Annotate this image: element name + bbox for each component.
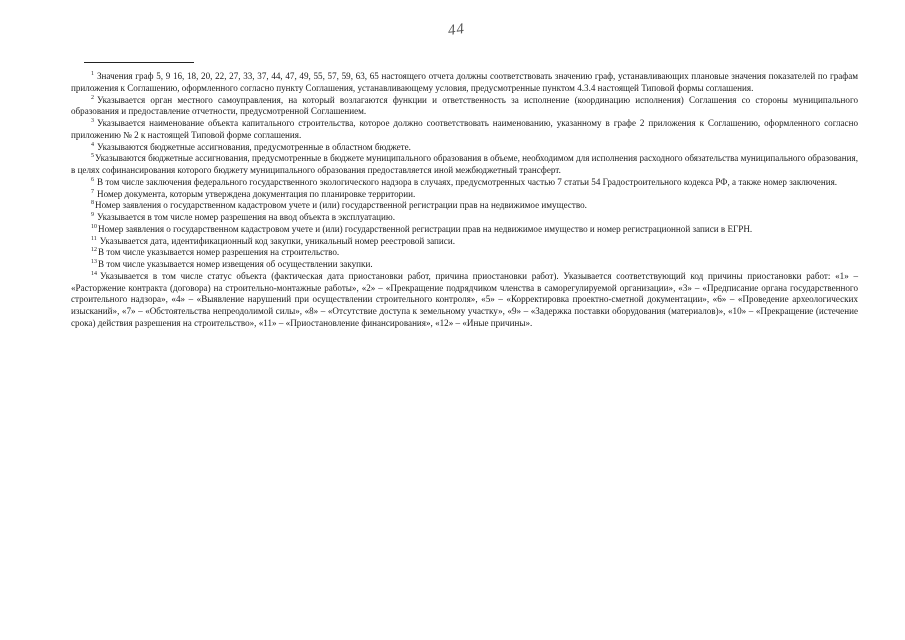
footnote-marker: 2 [91, 94, 94, 101]
footnote-text: Указываются бюджетные ассигнования, предусмотренные в областном бюджете. [97, 141, 411, 152]
footnote-separator [84, 62, 194, 63]
footnotes-block [71, 71, 858, 330]
footnote-2 [71, 95, 858, 119]
footnote-text: Указываются бюджетные ассигнования, предусмотренные в бюджете муниципального образования в объеме, необходимом для исполнения расходного обязательства муниципального образования, в целях софинансирования которого бюджету муниципального образования предоставляется иной межбюджетный трансферт. [71, 153, 858, 175]
footnote-9 [71, 212, 858, 224]
footnote-text: Номер заявления о государственном кадастровом учете и (или) государственной регистрации прав на недвижимое имущество. [95, 200, 587, 211]
footnote-text: Номер документа, которым утверждена документация по планировке территории. [97, 188, 416, 199]
page-number: 44 [446, 20, 466, 40]
footnote-marker: 5 [91, 153, 94, 160]
footnote-5 [71, 153, 858, 177]
footnote-13 [71, 259, 858, 271]
footnote-text: Номер заявления о государственном кадастровом учете и (или) государственной регистрации прав на недвижимое имущество и номер регистрационной записи в ЕГРН. [98, 223, 753, 234]
footnote-text: Указывается орган местного самоуправления, на который возлагаются функции и ответственность за исполнение (координацию исполнения) Соглашения со стороны муниципального образования и предоставление отчетности, предусмотренной Соглашением. [71, 94, 858, 117]
footnote-text: В том числе указывается номер разрешения на строительство. [98, 247, 340, 258]
footnote-marker: 1 [91, 71, 94, 77]
footnote-3 [71, 118, 858, 142]
footnote-marker: 7 [91, 188, 94, 195]
footnote-text: Указывается дата, идентификационный код закупки, уникальный номер реестровой записи. [99, 235, 455, 246]
scan-artifact [4, 0, 154, 5]
footnote-text: В том числе заключения федерального государственного экологического надзора в случаях, предусмотренных частью 7 статьи 54 Градостроительного кодекса РФ, а также номер заключения. [97, 176, 838, 187]
footnote-11 [71, 236, 858, 248]
footnote-marker: 14 [91, 270, 97, 277]
footnote-marker: 4 [91, 141, 94, 148]
footnote-text: В том числе указывается номер извещения об осуществлении закупки. [98, 259, 373, 269]
footnote-marker: 3 [91, 118, 94, 124]
footnote-text: Указывается в том числе номер разрешения на ввод объекта в эксплуатацию. [97, 212, 395, 222]
footnote-marker: 10 [91, 223, 97, 230]
footnote-marker: 11 [91, 235, 97, 242]
footnote-4 [71, 142, 858, 154]
footnote-7 [71, 189, 858, 201]
footnote-marker: 8 [91, 200, 94, 207]
footnote-marker: 12 [91, 247, 97, 254]
footnote-marker: 13 [91, 259, 97, 265]
footnote-marker: 9 [91, 212, 94, 218]
footnote-text: Указывается в том числе статус объекта (фактическая дата приостановки работ, причина приостановки работ). Указывается соответствующий код причины приостановки работ: «1» – «Расторжение контракта (договора) на строительно-монтажные работы», «2» – «Прекращение подрядчиком членства в саморегулируемой организации», «3» – «Предписание органа государственного строительного надзора», «4» – «Выявление нарушений при осуществлении строительного контроля», «5» – «Корректировка проектно-сметной документации», «6» – «Проведение археологических изысканий», «7» – «Обстоятельства непреодолимой силы», «8» – «Отсутствие доступа к земельному участку», «9» – «Задержка поставки оборудования (материалов)», «10» – «Прекращение (истечение срока) действия разрешения на строительство», «11» – «Приостановление финансирования», «12» – «Иные причины». [71, 270, 858, 328]
footnote-text: Значения граф 5, 9 16, 18, 20, 22, 27, 33, 37, 44, 47, 49, 55, 57, 59, 63, 65 настоящего отчета должны соответствовать значению граф, устанавливающих плановые значения показателей по графам приложения к Соглашению, оформленного согласно пункту Соглашения, устанавливающему условия, предусмотренные пунктом 4.3.4 настоящей Типовой формы соглашения. [71, 71, 858, 93]
footnote-text: Указывается наименование объекта капитального строительства, которое должно соответствовать наименованию, указанному в графе 2 приложения к Соглашению, оформленного согласно приложению № 2 к настоящей Типовой форме соглашения. [71, 118, 858, 140]
footnote-1 [71, 71, 858, 95]
footnote-10 [71, 224, 858, 236]
footnote-14 [71, 271, 858, 330]
footnote-8 [71, 200, 858, 212]
footnote-12 [71, 247, 858, 259]
footnote-6 [71, 177, 858, 189]
footnote-marker: 6 [91, 176, 94, 183]
